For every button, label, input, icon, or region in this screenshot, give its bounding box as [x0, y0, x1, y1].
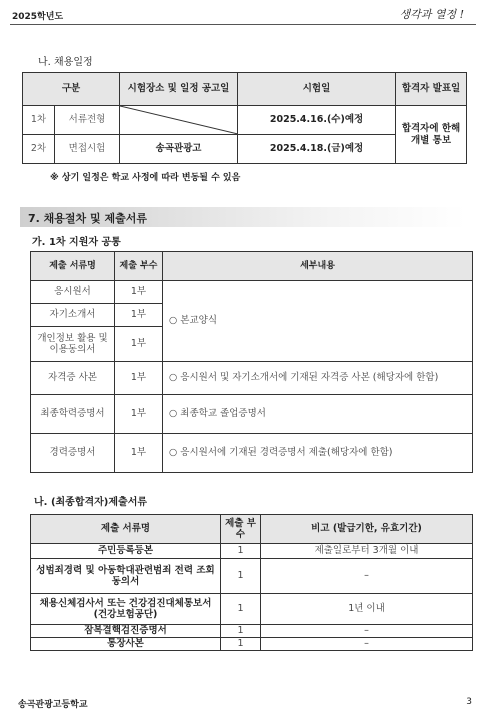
final-doc-qty: 1 — [221, 544, 261, 559]
schedule-row — [23, 106, 467, 135]
schedule-note: ※ 상기 일정은 학교 사정에 따라 변동될 수 있음 — [50, 173, 241, 183]
final-doc-qty: 1 — [221, 638, 261, 651]
doc-desc: ○ 응시원서에 기재된 경력증명서 제출(해당자에 한함) — [163, 434, 473, 473]
final-header-note: 비고 (발급기한, 유효기간) — [261, 515, 473, 544]
schedule-announce: 합격자에 한해 개별 통보 — [396, 106, 467, 164]
final-doc-name: 통장사본 — [31, 638, 221, 651]
doc-name: 자격증 사본 — [31, 362, 115, 395]
final-header-qty: 제출 부수 — [221, 515, 261, 544]
final-doc-qty: 1 — [221, 594, 261, 625]
doc-name: 개인정보 활용 및 이용동의서 — [31, 327, 115, 362]
table-row — [31, 625, 473, 638]
schedule-type: 면접시험 — [55, 135, 120, 164]
schedule-place: 송곡관광고 — [120, 135, 238, 164]
table-row — [31, 395, 473, 434]
schedule-table — [22, 72, 467, 164]
first-docs-table — [30, 251, 473, 473]
header-year: 2025학년도 — [12, 12, 64, 22]
final-title: 나. (최종합격자)제출서류 — [34, 497, 148, 508]
schedule-header-place: 시험장소 및 일정 공고일 — [120, 73, 238, 106]
schedule-header-date: 시험일 — [238, 73, 396, 106]
final-doc-note: 1년 이내 — [261, 594, 473, 625]
first-header-desc: 세부내용 — [163, 252, 473, 281]
table-row — [31, 281, 473, 304]
final-doc-name: 주민등록등본 — [31, 544, 221, 559]
table-row — [31, 638, 473, 651]
doc-qty: 1부 — [115, 395, 163, 434]
final-doc-note: – — [261, 559, 473, 594]
final-doc-name: 성범죄경력 및 아동학대관련범죄 전력 조회 동의서 — [31, 559, 221, 594]
doc-name: 응시원서 — [31, 281, 115, 304]
schedule-date: 2025.4.16.(수)예정 — [238, 106, 396, 135]
final-header-name: 제출 서류명 — [31, 515, 221, 544]
doc-desc: ○ 응시원서 및 자기소개서에 기재된 자격증 사본 (해당자에 한함) — [163, 362, 473, 395]
header-logo: 생각과 열정 ! — [399, 8, 464, 21]
first-header-qty: 제출 부수 — [115, 252, 163, 281]
table-row — [31, 559, 473, 594]
schedule-header-type: 구분 — [23, 73, 120, 106]
schedule-date: 2025.4.18.(금)예정 — [238, 135, 396, 164]
header-divider — [10, 24, 476, 25]
footer-school: 송곡관광고등학교 — [18, 700, 88, 710]
final-doc-note: – — [261, 638, 473, 651]
doc-name: 자기소개서 — [31, 304, 115, 327]
doc-qty: 1부 — [115, 327, 163, 362]
diagonal-slash — [120, 106, 238, 134]
table-row — [31, 594, 473, 625]
doc-desc: ○ 최종학교 졸업증명서 — [163, 395, 473, 434]
final-docs-table — [30, 514, 473, 651]
first-header-name: 제출 서류명 — [31, 252, 115, 281]
page-number: 3 — [466, 697, 472, 707]
section-title: 7. 채용절차 및 제출서류 — [28, 212, 147, 225]
doc-qty: 1부 — [115, 362, 163, 395]
schedule-place-empty — [120, 106, 238, 135]
schedule-step: 2차 — [23, 135, 55, 164]
schedule-title: 나. 채용일정 — [38, 57, 93, 68]
schedule-type: 서류전형 — [55, 106, 120, 135]
doc-qty: 1부 — [115, 304, 163, 327]
schedule-header-announce: 합격자 발표일 — [396, 73, 467, 106]
final-doc-qty: 1 — [221, 625, 261, 638]
final-doc-note: – — [261, 625, 473, 638]
doc-name: 최종학력증명서 — [31, 395, 115, 434]
final-doc-name: 채용신체검사서 또는 건강검진대체통보서(건강보험공단) — [31, 594, 221, 625]
doc-name: 경력증명서 — [31, 434, 115, 473]
table-row — [31, 544, 473, 559]
first-title: 가. 1차 지원자 공통 — [32, 237, 121, 248]
table-row — [31, 362, 473, 395]
final-doc-name: 잠복결핵검진증명서 — [31, 625, 221, 638]
doc-qty: 1부 — [115, 434, 163, 473]
doc-qty: 1부 — [115, 281, 163, 304]
table-row — [31, 434, 473, 473]
doc-desc-merged: ○ 본교양식 — [163, 281, 473, 362]
final-doc-qty: 1 — [221, 559, 261, 594]
final-doc-note: 제출일로부터 3개월 이내 — [261, 544, 473, 559]
schedule-step: 1차 — [23, 106, 55, 135]
